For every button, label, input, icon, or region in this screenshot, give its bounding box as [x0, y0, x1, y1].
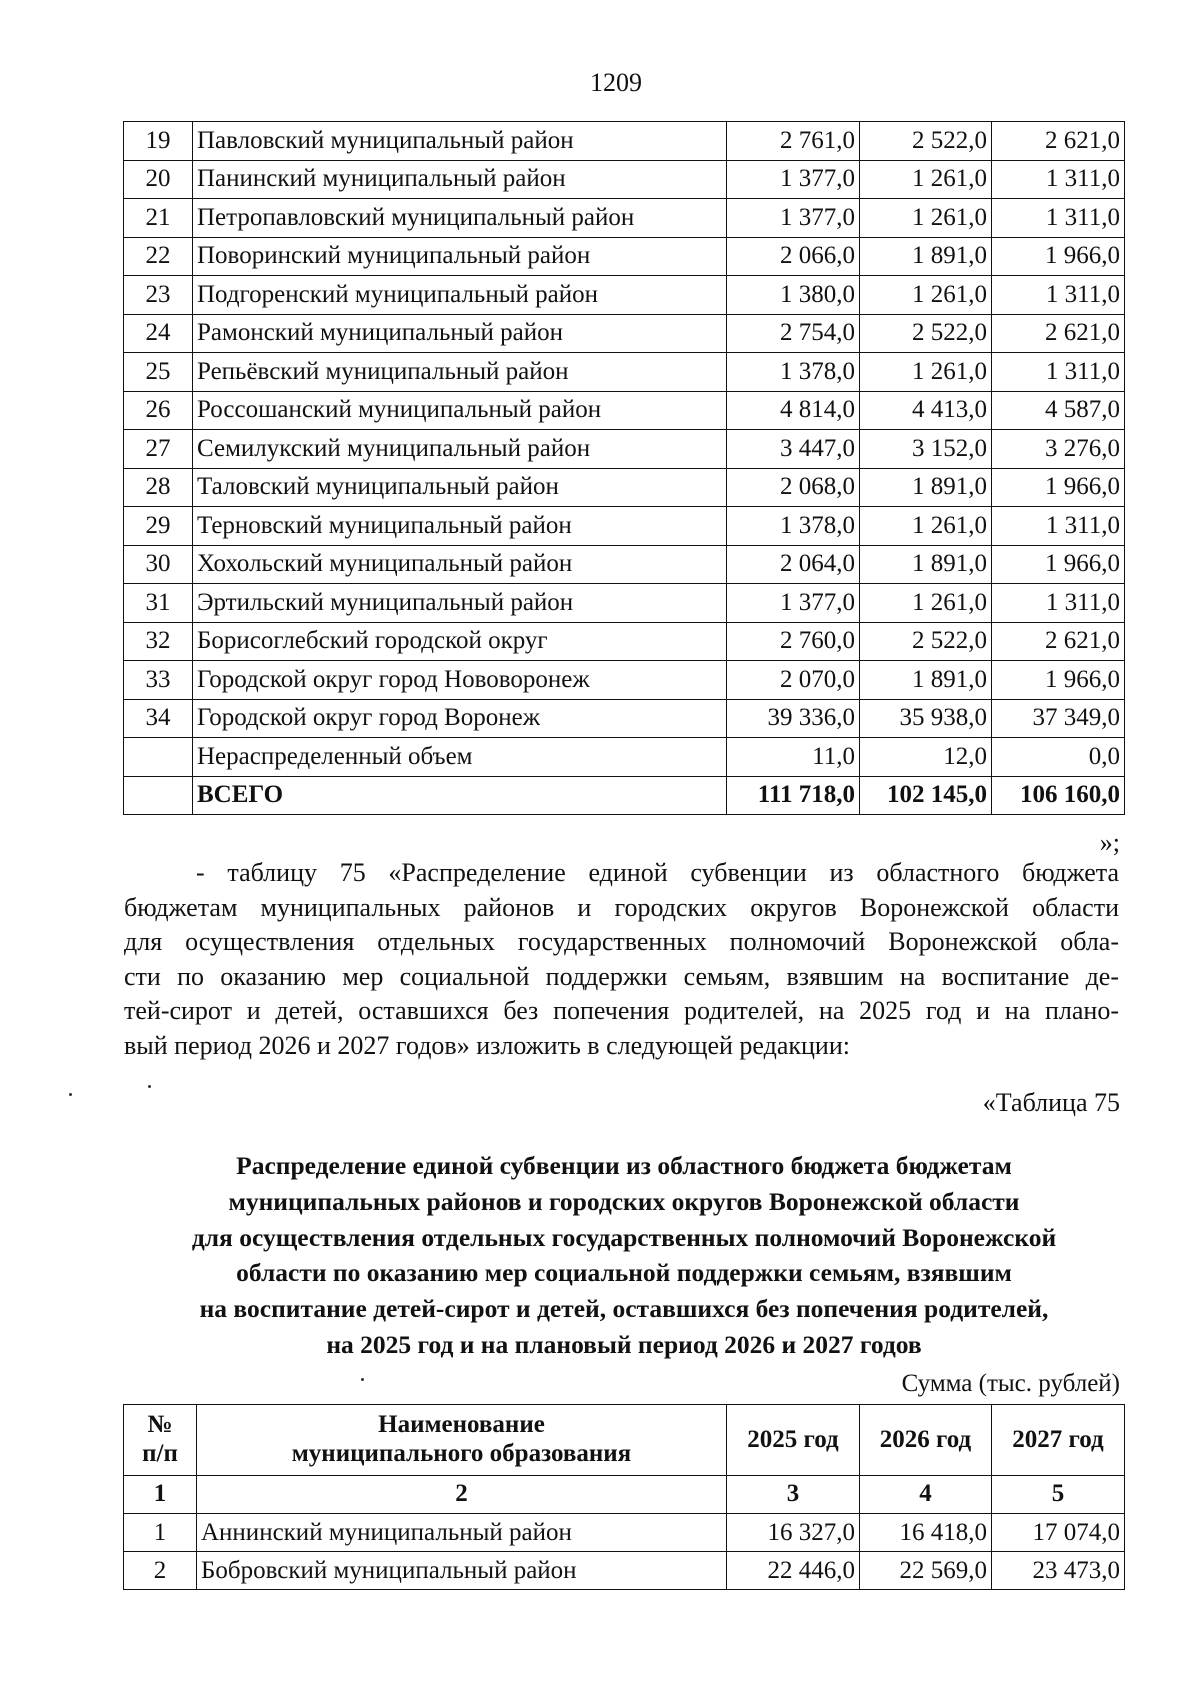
value-2026: 12,0 [860, 738, 992, 777]
value-2026: 2 522,0 [860, 122, 992, 161]
table-row [124, 699, 1125, 738]
row-number: 21 [124, 199, 193, 238]
row-number: 32 [124, 622, 193, 661]
table-row [124, 391, 1125, 430]
value-2027: 1 311,0 [992, 276, 1125, 315]
value-2027: 1 311,0 [992, 160, 1125, 199]
value-2026: 3 152,0 [860, 430, 992, 469]
header-num [124, 1405, 197, 1476]
value-2027: 1 311,0 [992, 507, 1125, 546]
table-row [124, 738, 1125, 777]
value-2026: 2 522,0 [860, 622, 992, 661]
municipality-name: Петропавловский муниципальный район [193, 199, 727, 238]
title-line: Распределение единой субвенции из областного бюджета бюджетам [236, 1151, 1012, 1180]
amendment-paragraph [124, 856, 1119, 1064]
row-number: 34 [124, 699, 193, 738]
total-2027: 106 160,0 [992, 776, 1125, 815]
column-number: 3 [727, 1476, 860, 1514]
value-2027: 1 311,0 [992, 199, 1125, 238]
value-2027: 2 621,0 [992, 314, 1125, 353]
value-2025: 1 377,0 [727, 160, 860, 199]
header-name [197, 1405, 727, 1476]
municipality-name: Репьёвский муниципальный район [193, 353, 727, 392]
value-2027: 17 074,0 [992, 1514, 1125, 1552]
total-2025: 111 718,0 [727, 776, 860, 815]
table-row [124, 1552, 1125, 1590]
value-2026: 22 569,0 [860, 1552, 992, 1590]
value-2025: 16 327,0 [727, 1514, 860, 1552]
row-number: 19 [124, 122, 193, 161]
value-2025: 2 754,0 [727, 314, 860, 353]
row-number: 24 [124, 314, 193, 353]
table-row [124, 430, 1125, 469]
value-2025: 4 814,0 [727, 391, 860, 430]
value-2025: 1 378,0 [727, 507, 860, 546]
table-row [124, 237, 1125, 276]
row-number: 20 [124, 160, 193, 199]
budget-table-continuation [123, 121, 1125, 815]
value-2025: 1 378,0 [727, 353, 860, 392]
value-2026: 1 261,0 [860, 507, 992, 546]
value-2025: 2 761,0 [727, 122, 860, 161]
row-number: 25 [124, 353, 193, 392]
value-2026: 2 522,0 [860, 314, 992, 353]
header-2025: 2025 год [727, 1405, 860, 1476]
row-number: 33 [124, 661, 193, 700]
row-number: 2 [124, 1552, 197, 1590]
municipality-name: Хохольский муниципальный район [193, 545, 727, 584]
closing-quote: »; [1099, 828, 1120, 857]
value-2026: 1 261,0 [860, 276, 992, 315]
value-2025: 11,0 [727, 738, 860, 777]
value-2027: 0,0 [992, 738, 1125, 777]
page-number: 1209 [590, 68, 642, 97]
value-2025: 1 377,0 [727, 199, 860, 238]
row-number: 22 [124, 237, 193, 276]
header-2026: 2026 год [860, 1405, 992, 1476]
municipality-name: Рамонский муниципальный район [193, 314, 727, 353]
paragraph-line: вый период 2026 и 2027 годов» изложить в следующей редакции: [124, 1030, 850, 1060]
row-number: 1 [124, 1514, 197, 1552]
value-2027: 4 587,0 [992, 391, 1125, 430]
value-2027: 1 311,0 [992, 584, 1125, 623]
municipality-name: Нераспределенный объем [193, 738, 727, 777]
paragraph-line: бюджетам муниципальных районов и городских округов Воронежской области [124, 892, 1119, 922]
value-2025: 22 446,0 [727, 1552, 860, 1590]
row-number: 31 [124, 584, 193, 623]
municipality-name: Борисоглебский городской округ [193, 622, 727, 661]
row-number [124, 776, 193, 815]
municipality-name: Поворинский муниципальный район [193, 237, 727, 276]
value-2027: 1 966,0 [992, 237, 1125, 276]
value-2026: 1 891,0 [860, 468, 992, 507]
title-line: на 2025 год и на плановый период 2026 и 2027 годов [326, 1329, 922, 1359]
value-2026: 1 891,0 [860, 545, 992, 584]
row-number: 29 [124, 507, 193, 546]
header-name-line: Наименование [378, 1411, 545, 1439]
value-2027: 1 966,0 [992, 545, 1125, 584]
row-number: 30 [124, 545, 193, 584]
value-2025: 1 380,0 [727, 276, 860, 315]
paragraph-line: сти по оказанию мер социальной поддержки семьям, взявшим на воспитание де- [124, 961, 1119, 991]
total-2026: 102 145,0 [860, 776, 992, 815]
row-number: 23 [124, 276, 193, 315]
header-num-line: п/п [142, 1440, 178, 1467]
value-2025: 1 377,0 [727, 584, 860, 623]
paragraph-line: для осуществления отдельных государственных полномочий Воронежской обла- [124, 927, 1119, 957]
paragraph-line: - таблицу 75 «Распределение единой субвенции из областного бюджета [196, 858, 1119, 887]
municipality-name: Бобровский муниципальный район [197, 1552, 727, 1590]
row-number [124, 738, 193, 777]
value-2026: 35 938,0 [860, 699, 992, 738]
table-row [124, 122, 1125, 161]
title-line: для осуществления отдельных государственных полномочий Воронежской [191, 1222, 1057, 1252]
title-line: на воспитание детей-сирот и детей, оставшихся без попечения родителей, [199, 1294, 1049, 1324]
column-number: 2 [197, 1476, 727, 1514]
value-2026: 1 261,0 [860, 584, 992, 623]
value-2025: 2 070,0 [727, 661, 860, 700]
value-2026: 4 413,0 [860, 391, 992, 430]
municipality-name: Городской округ город Воронеж [193, 699, 727, 738]
municipality-name: Эртильский муниципальный район [193, 584, 727, 623]
municipality-name: Семилукский муниципальный район [193, 430, 727, 469]
table-label: «Таблица 75 [982, 1088, 1120, 1117]
column-number: 1 [124, 1476, 197, 1514]
value-2027: 23 473,0 [992, 1552, 1125, 1590]
units-label: Сумма (тыс. рублей) [901, 1370, 1120, 1397]
municipality-name: Таловский муниципальный район [193, 468, 727, 507]
value-2027: 1 966,0 [992, 661, 1125, 700]
table-row [124, 661, 1125, 700]
value-2025: 2 064,0 [727, 545, 860, 584]
value-2026: 1 261,0 [860, 199, 992, 238]
table-row [124, 199, 1125, 238]
table-row [124, 584, 1125, 623]
municipality-name: Аннинский муниципальный район [197, 1514, 727, 1552]
column-number-row [124, 1476, 1125, 1514]
table-row [124, 353, 1125, 392]
budget-table-75 [123, 1404, 1125, 1590]
row-number: 28 [124, 468, 193, 507]
value-2026: 1 891,0 [860, 237, 992, 276]
header-name-line: муниципального образования [291, 1440, 632, 1467]
value-2026: 1 261,0 [860, 160, 992, 199]
value-2025: 2 066,0 [727, 237, 860, 276]
table-row [124, 545, 1125, 584]
value-2027: 37 349,0 [992, 699, 1125, 738]
value-2027: 2 621,0 [992, 622, 1125, 661]
municipality-name: Павловский муниципальный район [193, 122, 727, 161]
table-row [124, 468, 1125, 507]
value-2026: 1 891,0 [860, 661, 992, 700]
value-2025: 3 447,0 [727, 430, 860, 469]
value-2026: 16 418,0 [860, 1514, 992, 1552]
table-title [124, 1148, 1124, 1363]
column-number: 5 [992, 1476, 1125, 1514]
value-2027: 1 311,0 [992, 353, 1125, 392]
municipality-name: Городской округ город Нововоронеж [193, 661, 727, 700]
table-row [124, 507, 1125, 546]
title-line: области по оказанию мер социальной поддержки семьям, взявшим [236, 1258, 1012, 1288]
value-2027: 2 621,0 [992, 122, 1125, 161]
municipality-name: Россошанский муниципальный район [193, 391, 727, 430]
title-line: муниципальных районов и городских округов Воронежской области [228, 1186, 1020, 1216]
column-number: 4 [860, 1476, 992, 1514]
table-row [124, 314, 1125, 353]
header-row [124, 1405, 1125, 1476]
row-number: 27 [124, 430, 193, 469]
value-2027: 1 966,0 [992, 468, 1125, 507]
paragraph-line: тей-сирот и детей, оставшихся без попечения родителей, на 2025 год и на плано- [124, 996, 1119, 1026]
municipality-name: Панинский муниципальный район [193, 160, 727, 199]
value-2026: 1 261,0 [860, 353, 992, 392]
municipality-name: Подгоренский муниципальный район [193, 276, 727, 315]
value-2027: 3 276,0 [992, 430, 1125, 469]
table-row [124, 622, 1125, 661]
value-2025: 2 068,0 [727, 468, 860, 507]
table-row [124, 1514, 1125, 1552]
row-number: 26 [124, 391, 193, 430]
value-2025: 39 336,0 [727, 699, 860, 738]
table-row [124, 276, 1125, 315]
header-2027: 2027 год [992, 1405, 1125, 1476]
total-label: ВСЕГО [193, 776, 727, 815]
total-row [124, 776, 1125, 815]
municipality-name: Терновский муниципальный район [193, 507, 727, 546]
value-2025: 2 760,0 [727, 622, 860, 661]
table-row [124, 160, 1125, 199]
header-num-line: № [147, 1411, 173, 1439]
